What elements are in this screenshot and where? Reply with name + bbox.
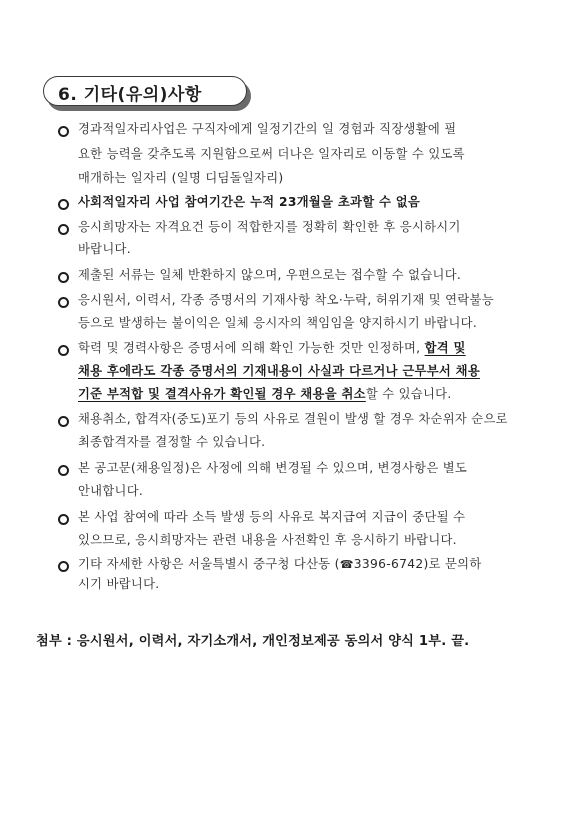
- item-line: 매개하는 일자리 (일명 디딤돌일자리): [78, 171, 284, 185]
- item-line: 응시원서, 이력서, 각종 증명서의 기재사항 착오·누락, 허위기재 및 연락불능: [78, 293, 494, 307]
- hollow-circle-icon: [58, 416, 69, 427]
- item-line: 최종합격자를 결정할 수 있습니다.: [78, 435, 266, 449]
- phone-number: 3396-6742: [353, 557, 424, 571]
- item-text: )로 문의하: [423, 557, 482, 571]
- hollow-circle-icon: [58, 561, 69, 572]
- item-text: 학력 및 경력사항은 증명서에 의해 확인 가능한 것만 인정하며,: [78, 341, 425, 355]
- item-text: 기타 자세한 사항은 서울특별시 중구청 다산동 (: [78, 557, 340, 571]
- hollow-circle-icon: [58, 126, 69, 137]
- item-line: 본 공고문(채용일정)은 사정에 의해 변경될 수 있으며, 변경사항은 별도: [78, 461, 468, 475]
- section-heading: [43, 76, 247, 106]
- attachment-note: 첨부 : 응시원서, 이력서, 자기소개서, 개인정보제공 동의서 양식 1부. 끝.: [36, 634, 470, 649]
- hollow-circle-icon: [58, 514, 69, 525]
- item-line: [78, 340, 466, 356]
- hollow-circle-icon: [58, 345, 69, 356]
- item-emphasis: 합격 및: [424, 341, 466, 355]
- item-line: 본 사업 참여에 따라 소득 발생 등의 사유로 복지급여 지급이 중단될 수: [78, 510, 466, 524]
- item-line: 제출된 서류는 일체 반환하지 않으며, 우편으로는 접수할 수 없습니다.: [78, 268, 462, 282]
- item-emphasis: 기준 부적합 및 결격사유가 확인될 경우 채용을 취소: [78, 387, 366, 401]
- item-line: 안내합니다.: [78, 484, 144, 498]
- item-text: 할 수 있습니다.: [365, 387, 452, 401]
- item-line: 채용취소, 합격자(중도)포기 등의 사유로 결원이 발생 할 경우 차순위자 순으로: [78, 412, 508, 426]
- telephone-icon: ☎: [339, 558, 354, 571]
- hollow-circle-icon: [58, 272, 69, 283]
- item-line: 있으므로, 응시희망자는 관련 내용을 사전확인 후 응시하기 바랍니다.: [78, 533, 457, 547]
- item-line: 응시희망자는 자격요건 등이 적합한지를 정확히 확인한 후 응시하시기: [78, 220, 461, 234]
- item-line: 경과적일자리사업은 구직자에게 일정기간의 일 경험과 직장생활에 필: [78, 122, 457, 136]
- item-line: [78, 556, 482, 573]
- item-emphasis: 채용 후에라도 각종 증명서의 기재내용이 사실과 다르거나 근무부서 채용: [78, 364, 481, 378]
- item-line: [78, 386, 452, 402]
- item-line: 바랍니다.: [78, 242, 131, 256]
- item-line: 시기 바랍니다.: [78, 577, 160, 591]
- hollow-circle-icon: [58, 199, 69, 210]
- hollow-circle-icon: [58, 224, 69, 235]
- item-line: 요한 능력을 갖추도록 지원함으로써 더나은 일자리로 이동할 수 있도록: [78, 147, 465, 161]
- hollow-circle-icon: [58, 297, 69, 308]
- section-title: 6. 기타(유의)사항: [58, 85, 202, 105]
- item-line: 등으로 발생하는 불이익은 일체 응시자의 책임임을 양지하시기 바랍니다.: [78, 316, 478, 330]
- item-line: 사회적일자리 사업 참여기간은 누적 23개월을 초과할 수 없음: [78, 195, 421, 209]
- hollow-circle-icon: [58, 465, 69, 476]
